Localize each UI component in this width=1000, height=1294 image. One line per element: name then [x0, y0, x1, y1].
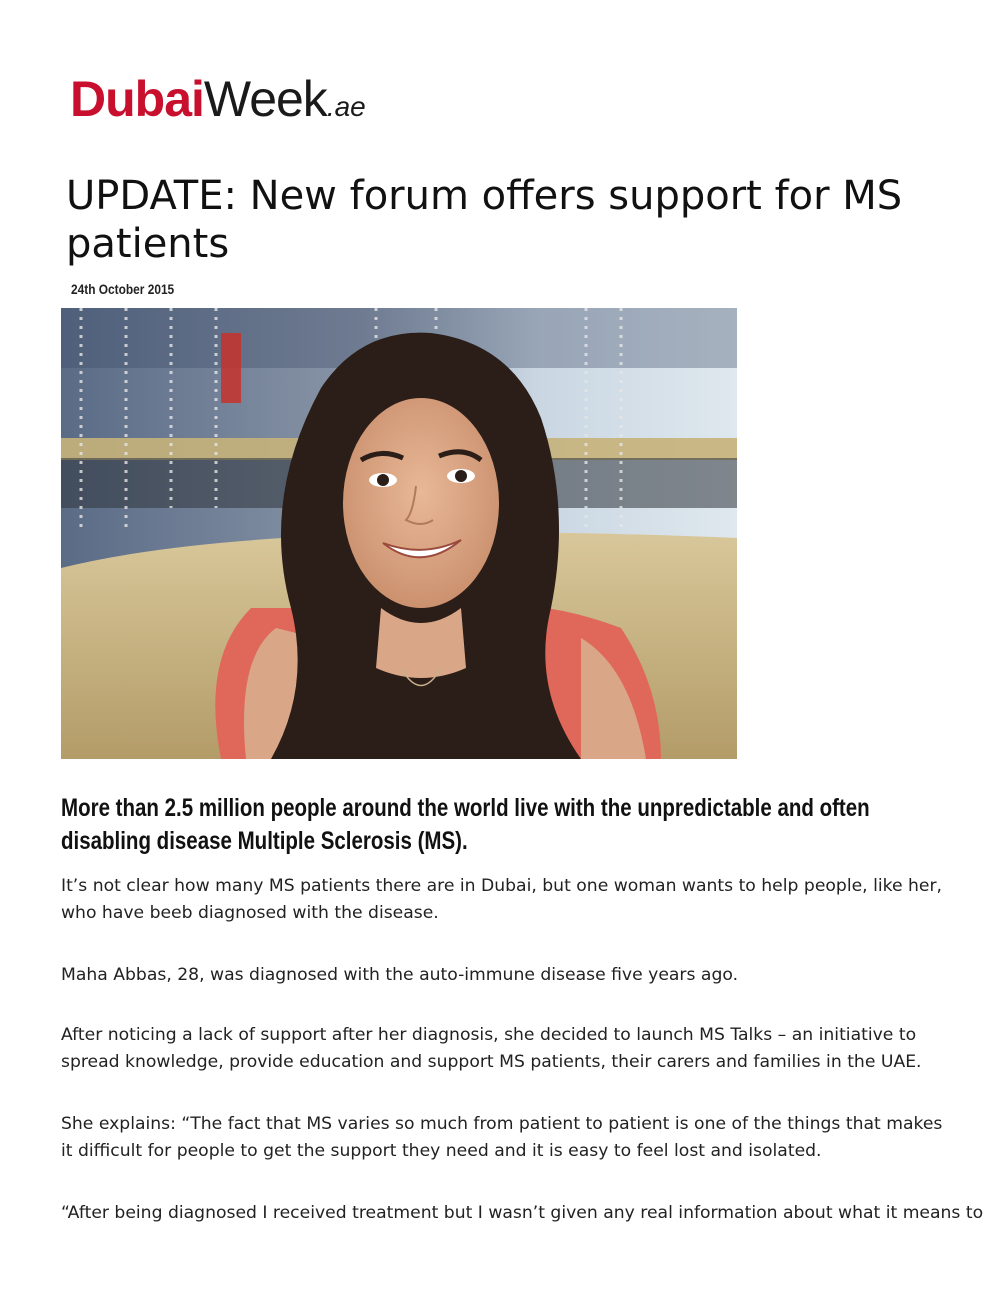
portrait-photo-icon — [61, 308, 737, 759]
logo-dubai: Dubai — [70, 71, 204, 127]
logo-week: Week — [203, 71, 327, 127]
article-paragraph: She explains: “The fact that MS varies so much from patient to patient is one of the things that makes it difficult for people to get the support they need and it is easy to feel lost and isolated. — [61, 1114, 943, 1161]
site-logo[interactable] — [70, 70, 366, 130]
article-lead: More than 2.5 million people around the world live with the unpredictable and often disabling disease Multiple Sclerosis (MS). — [61, 794, 870, 855]
article-date: 24th October 2015 — [71, 281, 175, 297]
article-paragraph: It’s not clear how many MS patients there are in Dubai, but one woman wants to help people, like her, who have beeb diagnosed with the disease. — [61, 876, 943, 923]
article-paragraph: After noticing a lack of support after her diagnosis, she decided to launch MS Talks – an initiative to spread knowledge, provide education and support MS patients, their carers and families in the UAE. — [61, 1025, 922, 1072]
article-paragraph: Maha Abbas, 28, was diagnosed with the auto-immune disease five years ago. — [61, 965, 739, 985]
article-title: UPDATE: New forum offers support for MS patients — [66, 173, 903, 267]
article-photo — [61, 308, 737, 759]
article-paragraph: “After being diagnosed I received treatment but I wasn’t given any real information about what it means to — [61, 1203, 984, 1223]
logo-tld: .ae — [326, 91, 366, 122]
